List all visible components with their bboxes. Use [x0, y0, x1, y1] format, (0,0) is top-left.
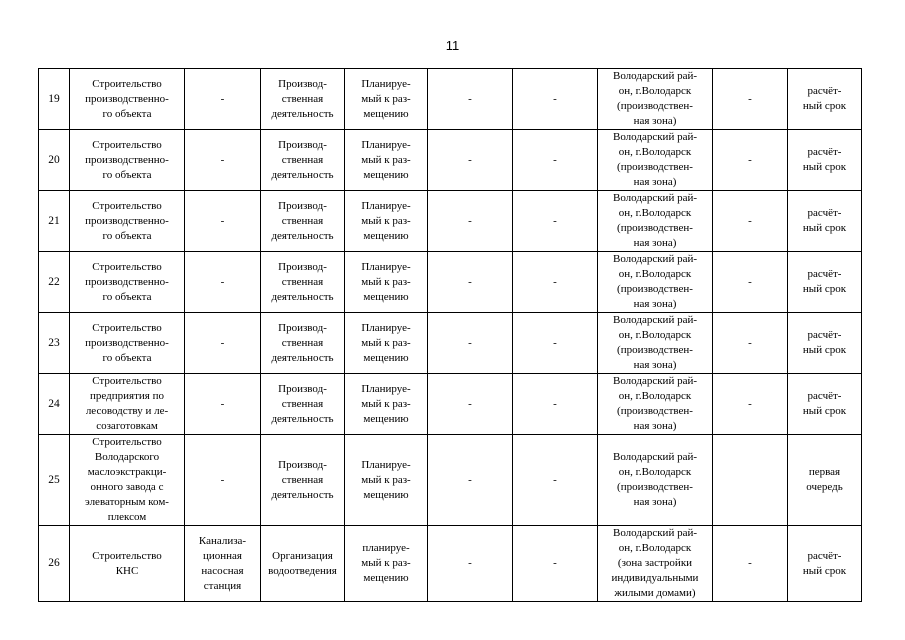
- parameter-cell: -: [468, 336, 472, 349]
- object-location-line: жилыми домами): [614, 587, 696, 599]
- object-name-line: Строительство: [92, 77, 162, 90]
- object-status-line: мый к раз-: [361, 92, 411, 105]
- object-location-cell: [598, 69, 713, 130]
- parameter-cell: -: [468, 153, 472, 166]
- object-status-line: мый к раз-: [361, 275, 411, 288]
- object-name-line: производственно-: [85, 153, 169, 166]
- object-purpose-line: ственная: [281, 473, 324, 486]
- object-purpose-line: ственная: [281, 214, 324, 227]
- parameter-cell-cell: [513, 526, 598, 602]
- object-status-line: мый к раз-: [361, 557, 411, 569]
- row-number-cell: [39, 130, 70, 191]
- object-purpose-line: деятельность: [271, 168, 334, 181]
- parameter-cell-cell: [513, 374, 598, 435]
- object-name-line: го объекта: [102, 351, 152, 364]
- object-type-line: станция: [203, 579, 242, 592]
- implementation-term-line: ный срок: [802, 283, 847, 295]
- implementation-term-line: ный срок: [802, 161, 847, 173]
- parameter-cell: -: [553, 275, 557, 288]
- object-location-line: Володарский рай-: [612, 192, 698, 204]
- object-name-line: Строительство: [92, 138, 162, 151]
- implementation-term-line: очередь: [806, 481, 843, 493]
- row-number: 21: [48, 214, 60, 227]
- object-location-line: он, г.Володарск: [618, 268, 692, 280]
- object-name-line: го объекта: [102, 107, 152, 120]
- object-type-line: насосная: [201, 564, 244, 577]
- object-type-cell: [185, 435, 261, 526]
- object-purpose-line: деятельность: [271, 229, 334, 242]
- row-number: 25: [48, 473, 60, 486]
- object-status-line: мещению: [363, 229, 409, 242]
- parameter-cell-cell: [428, 252, 513, 313]
- object-status-line: мещению: [363, 107, 409, 120]
- object-location-cell: [598, 526, 713, 602]
- parameter-cell: -: [553, 214, 557, 227]
- parameter-cell-cell: [428, 526, 513, 602]
- parameter-cell: -: [553, 336, 557, 349]
- object-purpose-cell: [261, 130, 345, 191]
- object-name-line: онного завода с: [90, 481, 164, 493]
- parameter-cell: -: [468, 92, 472, 105]
- object-name-cell: [70, 435, 185, 526]
- implementation-term-cell: [788, 374, 862, 435]
- parameter-cell-cell: [513, 130, 598, 191]
- parameter-cell-cell: [428, 435, 513, 526]
- object-location-line: (производствен-: [617, 481, 693, 493]
- object-type-line: -: [220, 336, 225, 349]
- implementation-term-line: расчёт-: [807, 146, 842, 158]
- zone-cell: -: [748, 336, 752, 349]
- object-name-line: го объекта: [102, 168, 152, 181]
- implementation-term-line: ный срок: [802, 405, 847, 417]
- implementation-term-line: ный срок: [802, 100, 847, 112]
- parameter-cell: -: [468, 275, 472, 288]
- row-number: 22: [48, 275, 60, 288]
- object-location-line: он, г.Володарск: [618, 85, 692, 97]
- object-location-line: он, г.Володарск: [618, 207, 692, 219]
- object-type-line: -: [220, 473, 225, 486]
- table-row: [39, 130, 862, 191]
- table-row: [39, 435, 862, 526]
- object-name-line: Строительство: [92, 549, 162, 562]
- parameter-cell: -: [553, 92, 557, 105]
- object-location-line: Володарский рай-: [612, 314, 698, 326]
- object-purpose-cell: [261, 374, 345, 435]
- object-name-line: лесоводству и ле-: [85, 405, 169, 417]
- object-status-cell: [345, 313, 428, 374]
- row-number-cell: [39, 526, 70, 602]
- object-type-cell: [185, 69, 261, 130]
- row-number: 19: [48, 92, 60, 105]
- parameter-cell: -: [468, 397, 472, 410]
- implementation-term-line: расчёт-: [807, 268, 842, 280]
- object-location-cell: [598, 435, 713, 526]
- object-location-line: ная зона): [633, 420, 677, 432]
- row-number: 24: [48, 397, 60, 410]
- object-status-line: планируе-: [362, 542, 410, 554]
- object-status-line: Планируе-: [361, 138, 411, 151]
- object-purpose-cell: [261, 435, 345, 526]
- object-location-line: индивидуальными: [611, 572, 699, 584]
- object-name-cell: [70, 526, 185, 602]
- object-purpose-line: Производ-: [278, 321, 327, 334]
- zone-cell-cell: [713, 313, 788, 374]
- object-purpose-line: ственная: [281, 397, 324, 410]
- object-status-line: Планируе-: [361, 260, 411, 273]
- object-purpose-line: ственная: [281, 336, 324, 349]
- table-row: [39, 191, 862, 252]
- parameter-cell: -: [553, 397, 557, 410]
- object-type-line: -: [220, 275, 225, 288]
- object-purpose-line: деятельность: [271, 290, 334, 303]
- parameter-cell-cell: [428, 374, 513, 435]
- object-name-line: производственно-: [85, 214, 169, 227]
- object-status-line: мещению: [363, 572, 409, 584]
- object-purpose-line: деятельность: [271, 488, 334, 501]
- zone-cell-cell: [713, 130, 788, 191]
- object-type-line: Канализа-: [198, 534, 247, 547]
- object-status-line: Планируе-: [361, 458, 411, 471]
- table-body: [39, 69, 862, 602]
- object-status-line: Планируе-: [361, 321, 411, 334]
- object-purpose-line: Организация: [272, 549, 333, 562]
- object-purpose-cell: [261, 252, 345, 313]
- object-name-line: предприятия по: [90, 390, 164, 402]
- object-purpose-line: Производ-: [278, 138, 327, 151]
- zone-cell-cell: [713, 252, 788, 313]
- object-purpose-line: деятельность: [271, 351, 334, 364]
- zone-cell-cell: [713, 374, 788, 435]
- object-location-line: ная зона): [633, 298, 677, 310]
- implementation-term-line: ный срок: [802, 564, 847, 577]
- object-purpose-line: Производ-: [278, 77, 327, 90]
- zone-cell: -: [748, 397, 752, 410]
- object-purpose-line: ственная: [281, 275, 324, 288]
- object-location-line: ная зона): [633, 237, 677, 249]
- object-location-line: он, г.Володарск: [618, 466, 692, 478]
- object-status-line: мый к раз-: [361, 397, 411, 410]
- object-status-cell: [345, 435, 428, 526]
- implementation-term-line: ный срок: [802, 222, 847, 234]
- object-name-line: Строительство: [92, 436, 162, 448]
- object-status-line: мый к раз-: [361, 214, 411, 227]
- object-location-line: (производствен-: [617, 405, 693, 417]
- parameter-cell-cell: [513, 191, 598, 252]
- object-name-cell: [70, 252, 185, 313]
- implementation-term-cell: [788, 252, 862, 313]
- table-row: [39, 252, 862, 313]
- object-status-line: Планируе-: [361, 77, 411, 90]
- object-name-line: Строительство: [92, 375, 162, 387]
- object-location-line: (зона застройки: [617, 557, 693, 569]
- object-location-line: ная зона): [633, 176, 677, 188]
- object-purpose-line: Производ-: [278, 260, 327, 273]
- object-purpose-cell: [261, 69, 345, 130]
- parameter-cell-cell: [428, 130, 513, 191]
- parameter-cell-cell: [513, 313, 598, 374]
- row-number: 26: [48, 557, 60, 569]
- object-type-cell: [185, 313, 261, 374]
- object-location-line: Володарский рай-: [612, 131, 698, 143]
- table-row: [39, 69, 862, 130]
- object-location-line: (производствен-: [617, 100, 693, 112]
- implementation-term-line: расчёт-: [807, 549, 842, 562]
- object-purpose-line: Производ-: [278, 199, 327, 212]
- zone-cell: -: [748, 92, 752, 105]
- object-location-line: (производствен-: [617, 222, 693, 234]
- object-status-cell: [345, 191, 428, 252]
- zone-cell-cell: [713, 69, 788, 130]
- object-location-line: Володарский рай-: [612, 253, 698, 265]
- object-purpose-line: ственная: [281, 92, 324, 105]
- object-status-cell: [345, 252, 428, 313]
- object-location-line: (производствен-: [617, 344, 693, 356]
- row-number-cell: [39, 191, 70, 252]
- object-type-cell: [185, 374, 261, 435]
- parameter-cell: -: [468, 214, 472, 227]
- object-status-line: мещению: [363, 351, 409, 364]
- object-status-cell: [345, 69, 428, 130]
- object-purpose-cell: [261, 313, 345, 374]
- object-type-cell: [185, 191, 261, 252]
- object-status-line: мещению: [363, 290, 409, 303]
- object-name-line: плексом: [107, 511, 147, 523]
- object-location-line: он, г.Володарск: [618, 390, 692, 402]
- page-number: 11: [445, 38, 460, 53]
- object-location-line: он, г.Володарск: [618, 146, 692, 158]
- object-status-cell: [345, 374, 428, 435]
- object-type-line: -: [220, 92, 225, 105]
- object-type-cell: [185, 252, 261, 313]
- implementation-term-line: расчёт-: [807, 207, 842, 219]
- object-status-line: мещению: [363, 168, 409, 181]
- object-name-line: Строительство: [92, 321, 162, 334]
- zone-cell: -: [748, 214, 752, 227]
- zone-cell: -: [748, 275, 752, 288]
- object-name-line: маслоэкстракци-: [87, 466, 167, 478]
- table-row: [39, 374, 862, 435]
- parameter-cell-cell: [428, 191, 513, 252]
- zone-cell-cell: [713, 435, 788, 526]
- object-name-line: го объекта: [102, 290, 152, 303]
- implementation-term-line: расчёт-: [807, 390, 842, 402]
- object-status-cell: [345, 526, 428, 602]
- implementation-term-cell: [788, 69, 862, 130]
- object-name-cell: [70, 69, 185, 130]
- object-name-cell: [70, 313, 185, 374]
- object-name-line: элеваторным ком-: [85, 496, 169, 508]
- parameter-cell: -: [553, 473, 557, 486]
- zone-cell: -: [748, 153, 752, 166]
- object-name-line: производственно-: [85, 275, 169, 288]
- table-row: [39, 313, 862, 374]
- parameter-cell-cell: [513, 252, 598, 313]
- object-type-line: -: [220, 214, 225, 227]
- row-number-cell: [39, 252, 70, 313]
- object-status-line: Планируе-: [361, 199, 411, 212]
- object-purpose-line: Производ-: [278, 458, 327, 471]
- object-type-line: -: [220, 397, 225, 410]
- object-name-line: производственно-: [85, 92, 169, 105]
- object-name-line: созаготовкам: [96, 420, 158, 432]
- implementation-term-cell: [788, 191, 862, 252]
- object-location-line: Володарский рай-: [612, 70, 698, 82]
- row-number-cell: [39, 374, 70, 435]
- planning-table: [38, 68, 862, 602]
- row-number: 23: [48, 336, 60, 349]
- object-purpose-cell: [261, 191, 345, 252]
- object-purpose-line: деятельность: [271, 412, 334, 425]
- implementation-term-line: ный срок: [802, 344, 847, 356]
- object-name-cell: [70, 130, 185, 191]
- row-number: 20: [48, 153, 60, 166]
- zone-cell-cell: [713, 191, 788, 252]
- object-location-line: он, г.Володарск: [618, 329, 692, 341]
- object-purpose-line: деятельность: [271, 107, 334, 120]
- object-status-line: мый к раз-: [361, 153, 411, 166]
- object-location-cell: [598, 252, 713, 313]
- row-number-cell: [39, 69, 70, 130]
- implementation-term-line: первая: [808, 466, 841, 478]
- object-location-line: (производствен-: [617, 283, 693, 295]
- object-type-cell: [185, 526, 261, 602]
- object-type-cell: [185, 130, 261, 191]
- implementation-term-cell: [788, 313, 862, 374]
- object-status-line: мещению: [363, 412, 409, 425]
- object-name-cell: [70, 374, 185, 435]
- object-location-line: ная зона): [633, 496, 677, 508]
- object-name-line: КНС: [115, 564, 139, 577]
- object-type-line: ционная: [203, 549, 242, 562]
- object-location-line: ная зона): [633, 359, 677, 371]
- object-location-line: (производствен-: [617, 161, 693, 173]
- parameter-cell: -: [468, 557, 472, 569]
- object-location-line: он, г.Володарск: [618, 542, 692, 554]
- zone-cell-cell: [713, 526, 788, 602]
- parameter-cell-cell: [428, 69, 513, 130]
- object-name-line: производственно-: [85, 336, 169, 349]
- implementation-term-line: расчёт-: [807, 329, 842, 341]
- implementation-term-cell: [788, 435, 862, 526]
- implementation-term-cell: [788, 130, 862, 191]
- object-name-line: го объекта: [102, 229, 152, 242]
- object-status-line: мый к раз-: [361, 473, 411, 486]
- object-status-line: мый к раз-: [361, 336, 411, 349]
- object-name-cell: [70, 191, 185, 252]
- object-name-line: Строительство: [92, 260, 162, 273]
- object-location-cell: [598, 191, 713, 252]
- parameter-cell-cell: [513, 435, 598, 526]
- object-name-line: Строительство: [92, 199, 162, 212]
- object-purpose-line: водоотведения: [268, 564, 337, 577]
- object-location-cell: [598, 374, 713, 435]
- parameter-cell: -: [468, 473, 472, 486]
- implementation-term-line: расчёт-: [807, 85, 842, 97]
- object-purpose-line: ственная: [281, 153, 324, 166]
- object-status-line: Планируе-: [361, 382, 411, 395]
- implementation-term-cell: [788, 526, 862, 602]
- row-number-cell: [39, 435, 70, 526]
- parameter-cell: -: [553, 557, 557, 569]
- object-type-line: -: [220, 153, 225, 166]
- object-name-line: Володарского: [94, 451, 160, 463]
- object-location-line: ная зона): [633, 115, 677, 127]
- object-location-line: Володарский рай-: [612, 375, 698, 387]
- object-status-cell: [345, 130, 428, 191]
- zone-cell: -: [748, 557, 752, 569]
- object-purpose-line: Производ-: [278, 382, 327, 395]
- object-location-line: Володарский рай-: [612, 451, 698, 463]
- parameter-cell: -: [553, 153, 557, 166]
- row-number-cell: [39, 313, 70, 374]
- object-location-cell: [598, 313, 713, 374]
- object-status-line: мещению: [363, 488, 409, 501]
- table-row: [39, 526, 862, 602]
- object-location-cell: [598, 130, 713, 191]
- parameter-cell-cell: [513, 69, 598, 130]
- object-purpose-cell: [261, 526, 345, 602]
- parameter-cell-cell: [428, 313, 513, 374]
- object-location-line: Володарский рай-: [612, 527, 698, 539]
